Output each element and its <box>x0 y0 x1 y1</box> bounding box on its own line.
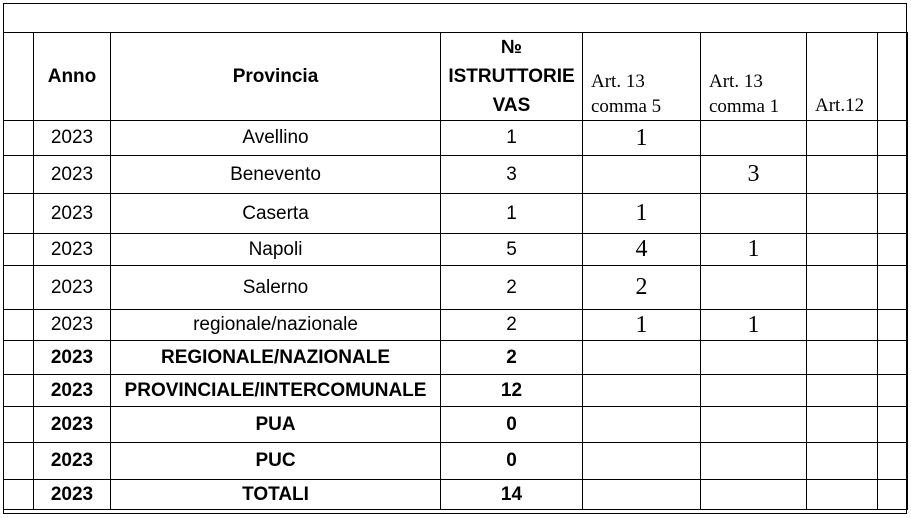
summary-empty-cell <box>583 341 701 375</box>
spacer-cell-left <box>4 194 34 234</box>
cell-art13-comma1: 3 <box>701 156 807 194</box>
cell-provincia: Benevento <box>111 156 441 194</box>
cell-art13-comma5: 4 <box>583 234 701 266</box>
summary-empty-cell <box>807 375 878 407</box>
spacer-cell-left <box>4 443 34 480</box>
cell-provincia: Avellino <box>111 121 441 156</box>
table-row <box>4 121 908 156</box>
summary-value: 2 <box>441 341 583 375</box>
header-row <box>4 33 908 121</box>
cell-art13-comma5: 1 <box>583 310 701 341</box>
spacer-cell-left <box>4 266 34 310</box>
table-row <box>4 234 908 266</box>
summary-label: REGIONALE/NAZIONALE <box>111 341 441 375</box>
summary-value: 12 <box>441 375 583 407</box>
cell-art12 <box>807 234 878 266</box>
header-art13-comma1 <box>701 33 807 121</box>
summary-value: 14 <box>441 480 583 510</box>
summary-label: PUC <box>111 443 441 480</box>
header-istruttorie <box>441 33 583 121</box>
header-istruttorie-line2: ISTRUTTORIE <box>448 66 575 87</box>
cell-art13-comma1: 1 <box>701 234 807 266</box>
vas-table <box>3 32 908 510</box>
spacer-cell-left <box>4 341 34 375</box>
cell-istruttorie: 1 <box>441 194 583 234</box>
header-istruttorie-line1: № <box>500 37 523 58</box>
cell-anno: 2023 <box>34 121 111 156</box>
cell-art12 <box>807 266 878 310</box>
summary-empty-cell <box>807 443 878 480</box>
cell-art12 <box>807 194 878 234</box>
summary-empty-cell <box>583 407 701 443</box>
cell-art12 <box>807 156 878 194</box>
cell-art13-comma1 <box>701 121 807 156</box>
summary-empty-cell <box>807 341 878 375</box>
cell-anno: 2023 <box>34 234 111 266</box>
spacer-cell-left <box>4 156 34 194</box>
cell-provincia: Caserta <box>111 194 441 234</box>
spacer-cell-right <box>878 310 908 341</box>
cell-art13-comma1 <box>701 194 807 234</box>
summary-empty-cell <box>583 375 701 407</box>
header-art13-comma5 <box>583 33 701 121</box>
spacer-cell-right <box>878 156 908 194</box>
cell-art13-comma5: 1 <box>583 194 701 234</box>
cell-anno: 2023 <box>34 310 111 341</box>
summary-label: PUA <box>111 407 441 443</box>
summary-empty-cell <box>701 443 807 480</box>
summary-row <box>4 407 908 443</box>
spacer-cell-right <box>878 234 908 266</box>
spacer-cell-right <box>878 375 908 407</box>
summary-row <box>4 341 908 375</box>
cell-istruttorie: 5 <box>441 234 583 266</box>
summary-row <box>4 375 908 407</box>
cell-istruttorie: 2 <box>441 266 583 310</box>
cell-art13-comma5: 2 <box>583 266 701 310</box>
summary-empty-cell <box>701 480 807 510</box>
spacer-cell-right <box>878 121 908 156</box>
header-provincia: Provincia <box>111 33 441 121</box>
header-art13c5-line1: Art. 13 <box>591 71 645 92</box>
cell-istruttorie: 3 <box>441 156 583 194</box>
spacer-cell-right <box>878 194 908 234</box>
summary-anno: 2023 <box>34 341 111 375</box>
header-anno: Anno <box>34 33 111 121</box>
summary-anno: 2023 <box>34 480 111 510</box>
table-row <box>4 310 908 341</box>
summary-label: TOTALI <box>111 480 441 510</box>
cell-art13-comma1: 1 <box>701 310 807 341</box>
spacer-cell-left <box>4 480 34 510</box>
summary-row <box>4 443 908 480</box>
table-row <box>4 194 908 234</box>
spacer-cell-right <box>878 480 908 510</box>
spacer-cell-right <box>878 407 908 443</box>
cell-art13-comma5: 1 <box>583 121 701 156</box>
spacer-cell-right <box>878 33 908 121</box>
spacer-cell-left <box>4 234 34 266</box>
spacer-cell-right <box>878 266 908 310</box>
summary-empty-cell <box>807 480 878 510</box>
header-istruttorie-line3: VAS <box>492 95 531 116</box>
table-row <box>4 266 908 310</box>
cell-art13-comma1 <box>701 266 807 310</box>
summary-label: PROVINCIALE/INTERCOMUNALE <box>111 375 441 407</box>
summary-anno: 2023 <box>34 443 111 480</box>
cell-provincia: Salerno <box>111 266 441 310</box>
spacer-cell-left <box>4 33 34 121</box>
spacer-cell-left <box>4 407 34 443</box>
table-row <box>4 156 908 194</box>
cell-istruttorie: 1 <box>441 121 583 156</box>
cell-provincia: regionale/nazionale <box>111 310 441 341</box>
summary-empty-cell <box>701 407 807 443</box>
summary-anno: 2023 <box>34 407 111 443</box>
spacer-cell-left <box>4 310 34 341</box>
cell-istruttorie: 2 <box>441 310 583 341</box>
cell-art13-comma5 <box>583 156 701 194</box>
summary-row <box>4 480 908 510</box>
cell-art12 <box>807 121 878 156</box>
cell-anno: 2023 <box>34 156 111 194</box>
summary-empty-cell <box>583 443 701 480</box>
header-art13c1-line2: comma 1 <box>709 96 780 117</box>
cell-anno: 2023 <box>34 266 111 310</box>
header-art13c1-line1: Art. 13 <box>709 71 763 92</box>
cell-anno: 2023 <box>34 194 111 234</box>
spacer-cell-left <box>4 375 34 407</box>
header-art13c5-line2: comma 5 <box>591 96 662 117</box>
cell-art12 <box>807 310 878 341</box>
spacer-cell-left <box>4 121 34 156</box>
summary-empty-cell <box>583 480 701 510</box>
summary-value: 0 <box>441 407 583 443</box>
header-art12: Art.12 <box>807 33 878 121</box>
summary-empty-cell <box>701 375 807 407</box>
summary-empty-cell <box>701 341 807 375</box>
summary-value: 0 <box>441 443 583 480</box>
cell-provincia: Napoli <box>111 234 441 266</box>
summary-empty-cell <box>807 407 878 443</box>
summary-anno: 2023 <box>34 375 111 407</box>
spacer-cell-right <box>878 341 908 375</box>
spacer-cell-right <box>878 443 908 480</box>
